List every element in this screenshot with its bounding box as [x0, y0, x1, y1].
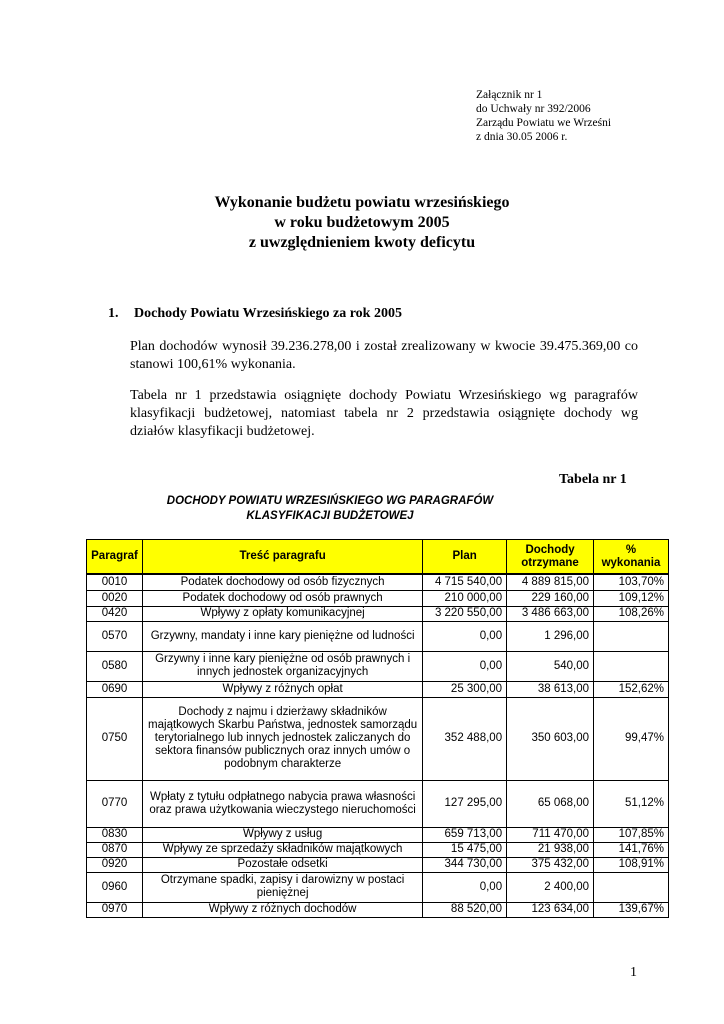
cell-plan: 0,00: [423, 872, 507, 902]
cell-paragraf: 0690: [87, 681, 143, 697]
cell-plan: 4 715 540,00: [423, 574, 507, 590]
cell-tresc: Podatek dochodowy od osób prawnych: [142, 590, 422, 606]
table-row: [87, 872, 669, 902]
cell-paragraf: 0420: [87, 606, 143, 621]
cell-tresc: Wpłaty z tytułu odpłatnego nabycia prawa własności oraz prawa użytkowania wieczystego nieruchomości: [142, 780, 422, 827]
cell-wykonanie: 108,91%: [594, 857, 669, 872]
table-title-line: KLASYFIKACJI BUDŻETOWEJ: [246, 510, 414, 522]
cell-wykonanie: [594, 651, 669, 681]
cell-wykonanie: 103,70%: [594, 574, 669, 590]
table-header-row: [87, 540, 669, 575]
cell-dochody: 540,00: [507, 651, 594, 681]
cell-dochody: 350 603,00: [507, 697, 594, 780]
cell-dochody: 711 470,00: [507, 827, 594, 842]
table-row: [87, 590, 669, 606]
page-number: 1: [630, 965, 637, 980]
cell-wykonanie: 51,12%: [594, 780, 669, 827]
table-row: [87, 681, 669, 697]
cell-dochody: 21 938,00: [507, 842, 594, 857]
table-row: [87, 697, 669, 780]
title-line: w roku budżetowym 2005: [274, 214, 450, 231]
paragraph-table-description: Tabela nr 1 przedstawia osiągnięte dochody Powiatu Wrzesińskiego wg paragrafów klasyfikacji budżetowej, natomiast tabela nr 2 przedstawia osiągnięte dochody wg działów klasyfikacji budżetowej.: [130, 388, 638, 439]
header-dochody-line1: Dochody: [525, 543, 575, 556]
cell-plan: 210 000,00: [423, 590, 507, 606]
cell-dochody: 123 634,00: [507, 902, 594, 917]
header-paragraf: Paragraf: [87, 540, 143, 575]
table-row: [87, 621, 669, 651]
section-heading: [108, 306, 402, 322]
annex-line: Załącznik nr 1: [476, 89, 543, 101]
cell-plan: 344 730,00: [423, 857, 507, 872]
cell-paragraf: 0020: [87, 590, 143, 606]
cell-wykonanie: 107,85%: [594, 827, 669, 842]
section-title: Dochody Powiatu Wrzesińskiego za rok 2005: [134, 306, 402, 321]
title-line: Wykonanie budżetu powiatu wrzesińskiego: [214, 194, 510, 211]
cell-tresc: Dochody z najmu i dzierżawy składników majątkowych Skarbu Państwa, jednostek samorządu terytorialnego lub innych jednostek zaliczanych do sektora finansów publicznych oraz innych umów o podobnym charakterze: [142, 697, 422, 780]
document-title: [0, 193, 724, 253]
cell-plan: 659 713,00: [423, 827, 507, 842]
cell-dochody: 1 296,00: [507, 621, 594, 651]
cell-dochody: 375 432,00: [507, 857, 594, 872]
cell-tresc: Podatek dochodowy od osób fizycznych: [142, 574, 422, 590]
cell-wykonanie: [594, 872, 669, 902]
cell-paragraf: 0960: [87, 872, 143, 902]
cell-dochody: 4 889 815,00: [507, 574, 594, 590]
table-row: [87, 857, 669, 872]
cell-plan: 25 300,00: [423, 681, 507, 697]
header-wykonanie: [594, 540, 669, 575]
cell-tresc: Pozostałe odsetki: [142, 857, 422, 872]
header-wykonanie-line1: %: [625, 543, 637, 556]
cell-tresc: Wpływy ze sprzedaży składników majątkowych: [142, 842, 422, 857]
cell-wykonanie: 139,67%: [594, 902, 669, 917]
cell-paragraf: 0010: [87, 574, 143, 590]
table-row: [87, 574, 669, 590]
cell-paragraf: 0920: [87, 857, 143, 872]
cell-wykonanie: 108,26%: [594, 606, 669, 621]
cell-tresc: Grzywny, mandaty i inne kary pieniężne od ludności: [142, 621, 422, 651]
header-tresc: Treść paragrafu: [142, 540, 422, 575]
cell-paragraf: 0750: [87, 697, 143, 780]
cell-paragraf: 0580: [87, 651, 143, 681]
cell-plan: 352 488,00: [423, 697, 507, 780]
table-title-line: DOCHODY POWIATU WRZESIŃSKIEGO WG PARAGRAFÓW: [166, 495, 494, 507]
cell-dochody: 229 160,00: [507, 590, 594, 606]
cell-wykonanie: 109,12%: [594, 590, 669, 606]
annex-line: Zarządu Powiatu we Wrześni: [476, 117, 612, 129]
table-row: [87, 902, 669, 917]
table-label: Tabela nr 1: [559, 472, 627, 487]
annex-header: [476, 88, 611, 144]
cell-dochody: 38 613,00: [507, 681, 594, 697]
cell-plan: 127 295,00: [423, 780, 507, 827]
cell-tresc: Grzywny i inne kary pieniężne od osób prawnych i innych jednostek organizacyjnych: [142, 651, 422, 681]
revenue-table: [86, 539, 669, 918]
cell-plan: 0,00: [423, 621, 507, 651]
cell-tresc: Wpływy z różnych dochodów: [142, 902, 422, 917]
title-line: z uwzględnieniem kwoty deficytu: [248, 234, 476, 251]
cell-paragraf: 0830: [87, 827, 143, 842]
cell-wykonanie: 152,62%: [594, 681, 669, 697]
cell-plan: 0,00: [423, 651, 507, 681]
header-plan: Plan: [423, 540, 507, 575]
cell-plan: 15 475,00: [423, 842, 507, 857]
cell-wykonanie: 99,47%: [594, 697, 669, 780]
cell-tresc: Wpływy z opłaty komunikacyjnej: [142, 606, 422, 621]
table-row: [87, 827, 669, 842]
header-dochody-line2: otrzymane: [521, 556, 579, 569]
cell-plan: 3 220 550,00: [423, 606, 507, 621]
table-row: [87, 651, 669, 681]
cell-paragraf: 0770: [87, 780, 143, 827]
cell-tresc: Otrzymane spadki, zapisy i darowizny w postaci pieniężnej: [142, 872, 422, 902]
cell-paragraf: 0870: [87, 842, 143, 857]
table-row: [87, 842, 669, 857]
paragraph-plan: Plan dochodów wynosił 39.236.278,00 i został zrealizowany w kwocie 39.475.369,00 co stanowi 100,61% wykonania.: [130, 339, 638, 372]
table-row: [87, 780, 669, 827]
cell-paragraf: 0570: [87, 621, 143, 651]
header-dochody: [507, 540, 594, 575]
annex-line: z dnia 30.05 2006 r.: [476, 131, 568, 143]
table-row: [87, 606, 669, 621]
cell-plan: 88 520,00: [423, 902, 507, 917]
cell-wykonanie: 141,76%: [594, 842, 669, 857]
section-number: 1.: [108, 306, 119, 321]
cell-dochody: 3 486 663,00: [507, 606, 594, 621]
cell-dochody: 65 068,00: [507, 780, 594, 827]
cell-tresc: Wpływy z usług: [142, 827, 422, 842]
annex-line: do Uchwały nr 392/2006: [476, 103, 591, 115]
cell-paragraf: 0970: [87, 902, 143, 917]
cell-dochody: 2 400,00: [507, 872, 594, 902]
table-title: [120, 494, 540, 524]
cell-tresc: Wpływy z różnych opłat: [142, 681, 422, 697]
header-wykonanie-line2: wykonania: [601, 556, 661, 569]
cell-wykonanie: [594, 621, 669, 651]
